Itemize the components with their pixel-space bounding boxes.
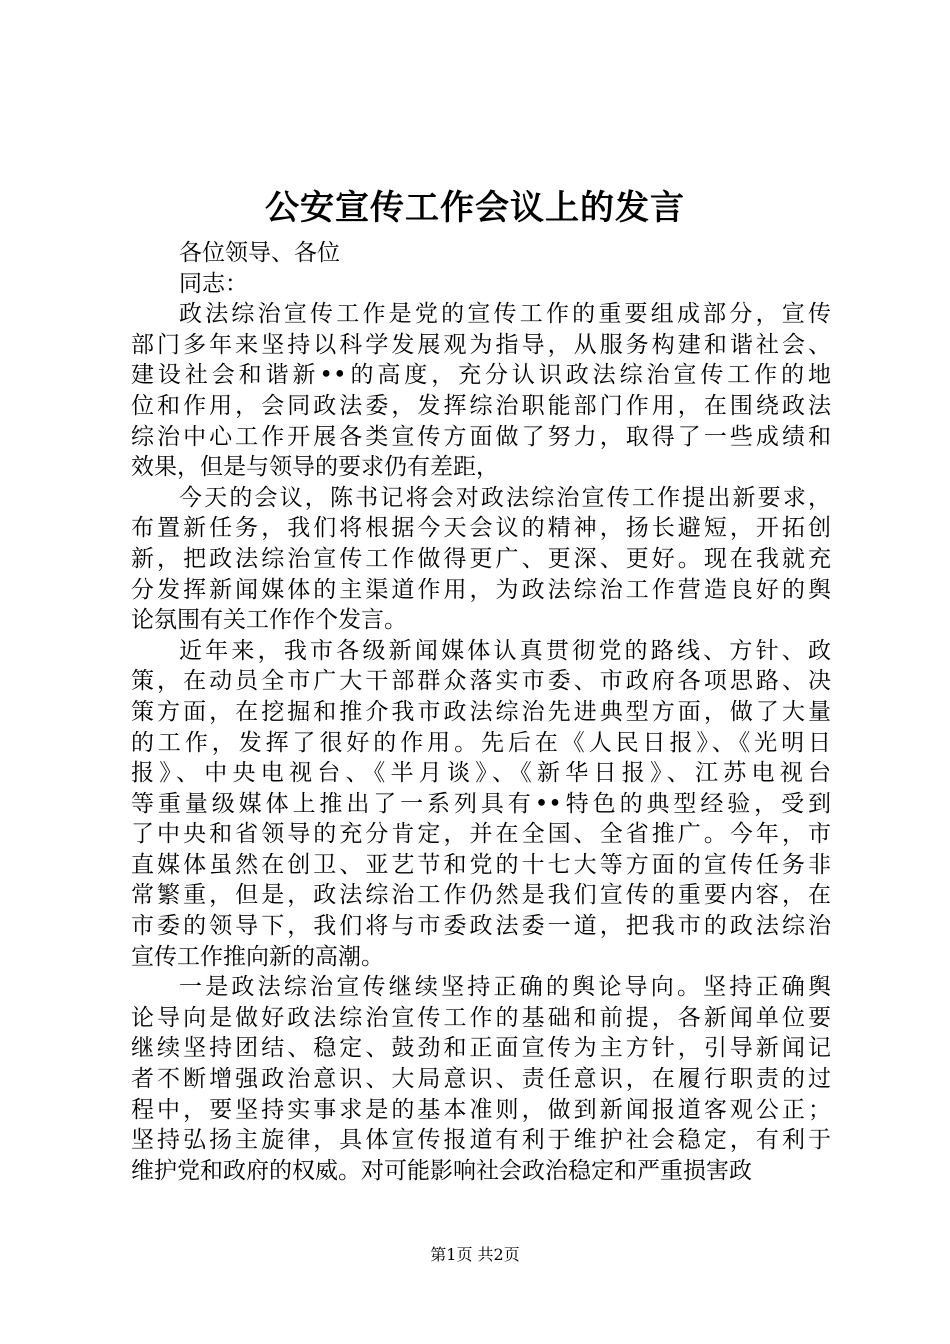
paragraph-line: 一是政法综治宣传继续坚持正确的舆论导向。坚持正确舆 xyxy=(179,974,831,1001)
paragraph-line: 论导向是做好政法综治宣传工作的基础和前提，各新闻单位要 xyxy=(131,1004,831,1031)
paragraph-line: 程中，要坚持实事求是的基本准则，做到新闻报道客观公正； xyxy=(131,1096,831,1123)
paragraph-line: 策方面，在挖掘和推介我市政法综治先进典型方面，做了大量 xyxy=(131,698,831,725)
paragraph xyxy=(131,483,831,636)
paragraph-line: 的工作，发挥了很好的作用。先后在《人民日报》、《光明日 xyxy=(131,729,831,756)
paragraph-line: 近年来，我市各级新闻媒体认真贯彻党的路线、方针、政 xyxy=(179,637,831,664)
paragraph-line: 今天的会议，陈书记将会对政法综治宣传工作提出新要求， xyxy=(179,484,831,511)
paragraph-line: 新，把政法综治宣传工作做得更广、更深、更好。现在我就充 xyxy=(131,545,831,572)
paragraph-list xyxy=(131,299,831,1186)
paragraph-line: 市委的领导下，我们将与市委政法委一道，把我市的政法综治 xyxy=(131,913,831,940)
salutation-line-1: 各位领导、各位 xyxy=(179,240,340,266)
paragraph-line: 等重量级媒体上推出了一系列具有••特色的典型经验，受到 xyxy=(131,790,831,817)
paragraph-line: 政法综治宣传工作是党的宣传工作的重要组成部分，宣传 xyxy=(179,301,831,328)
paragraph xyxy=(131,972,831,1186)
paragraph-line: 者不断增强政治意识、大局意识、责任意识，在履行职责的过 xyxy=(131,1066,831,1093)
paragraph-line: 部门多年来坚持以科学发展观为指导，从服务构建和谐社会、 xyxy=(131,331,831,358)
paragraph-line: 宣传工作推向新的高潮。 xyxy=(131,943,384,970)
paragraph-line: 综治中心工作开展各类宣传方面做了努力，取得了一些成绩和 xyxy=(131,423,831,450)
salutation-line-2: 同志： xyxy=(179,270,248,297)
paragraph-line: 布置新任务，我们将根据今天会议的精神，扬长避短，开拓创 xyxy=(131,515,831,542)
paragraph-line: 报》、中央电视台、《半月谈》、《新华日报》、江苏电视台 xyxy=(131,760,831,787)
document-body xyxy=(131,238,831,1186)
paragraph xyxy=(131,636,831,973)
paragraph-line: 论氛围有关工作作个发言。 xyxy=(131,607,407,634)
paragraph-line: 直媒体虽然在创卫、亚艺节和党的十七大等方面的宣传任务非 xyxy=(131,851,831,878)
paragraph-line: 策，在动员全市广大干部群众落实市委、市政府各项思路、决 xyxy=(131,668,831,695)
paragraph-line: 继续坚持团结、稳定、鼓劲和正面宣传为主方针，引导新闻记 xyxy=(131,1035,831,1062)
paragraph-line: 效果，但是与领导的要求仍有差距， xyxy=(131,454,499,481)
page-number-footer: 第1页 共2页 xyxy=(430,1245,520,1264)
paragraph-line: 坚持弘扬主旋律，具体宣传报道有利于维护社会稳定，有利于 xyxy=(131,1127,831,1154)
paragraph xyxy=(131,299,831,483)
paragraph-line: 了中央和省领导的充分肯定，并在全国、全省推广。今年，市 xyxy=(131,821,831,848)
document-title: 公安宣传工作会议上的发言 xyxy=(265,188,685,228)
paragraph-line: 维护党和政府的权威。对可能影响社会政治稳定和严重损害政 xyxy=(131,1157,752,1184)
paragraph-line: 位和作用，会同政法委，发挥综治职能部门作用，在围绕政法 xyxy=(131,392,831,419)
paragraph-line: 分发挥新闻媒体的主渠道作用，为政法综治工作营造良好的舆 xyxy=(131,576,831,603)
paragraph-line: 建设社会和谐新••的高度，充分认识政法综治宣传工作的地 xyxy=(131,362,831,389)
paragraph-line: 常繁重，但是，政法综治工作仍然是我们宣传的重要内容，在 xyxy=(131,882,831,909)
